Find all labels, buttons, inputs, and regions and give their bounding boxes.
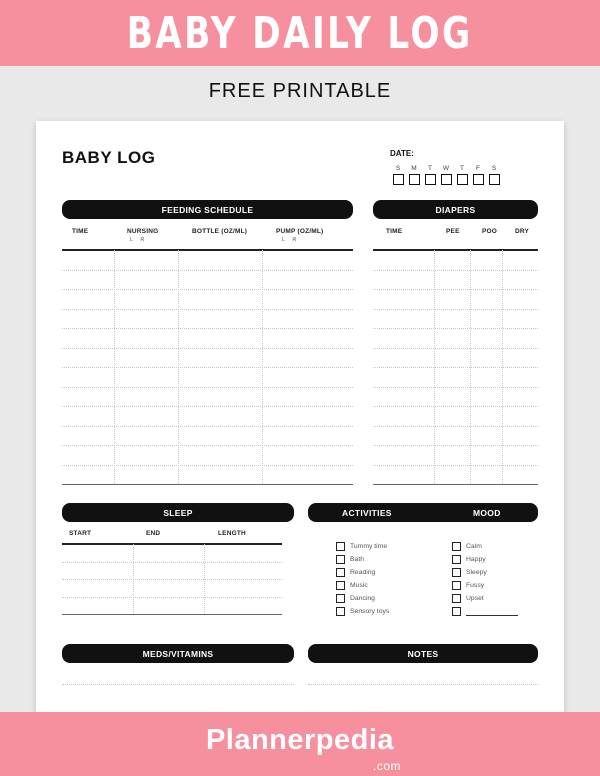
- activity-checkbox[interactable]: [336, 555, 345, 564]
- day-checkboxes: [390, 165, 502, 185]
- activity-checkbox[interactable]: [336, 568, 345, 577]
- grid-row-line: [373, 289, 538, 290]
- diapers-header-rule: [373, 249, 538, 251]
- day-item: [470, 165, 486, 185]
- grid-column-line: [470, 250, 471, 484]
- day-checkbox[interactable]: [409, 174, 420, 185]
- activity-label: Sensory toys: [350, 608, 390, 615]
- grid-row-line: [373, 465, 538, 466]
- day-checkbox[interactable]: [457, 174, 468, 185]
- sleep-header-rule: [62, 543, 282, 545]
- day-item: [454, 165, 470, 185]
- grid-row-line: [62, 348, 353, 349]
- day-letter: T: [460, 165, 464, 172]
- feeding-col-bottle: BOTTLE (OZ/ML): [192, 228, 248, 235]
- grid-row-line: [62, 579, 282, 580]
- grid-row-line: [62, 406, 353, 407]
- printable-sheet: [36, 121, 564, 721]
- grid-row-line: [62, 562, 282, 563]
- mood-label: Calm: [466, 543, 482, 550]
- day-letter: S: [491, 165, 497, 172]
- banner-subtitle: FREE PRINTABLE: [208, 80, 392, 102]
- banner-title: BABY DAILY LOG: [127, 7, 473, 59]
- mood-list: [452, 540, 518, 618]
- grid-row-line: [62, 465, 353, 466]
- day-checkbox[interactable]: [473, 174, 484, 185]
- mood-label: Happy: [466, 556, 486, 563]
- grid-row-line: [373, 445, 538, 446]
- activity-item: [336, 579, 389, 592]
- mood-checkbox[interactable]: [452, 555, 461, 564]
- grid-column-line: [204, 544, 205, 614]
- grid-row-line: [373, 348, 538, 349]
- grid-row-line: [373, 387, 538, 388]
- grid-row-line: [62, 270, 353, 271]
- sleep-col-length: LENGTH: [218, 530, 246, 537]
- day-letter: F: [476, 165, 480, 172]
- day-item: [438, 165, 454, 185]
- grid-row-line: [62, 367, 353, 368]
- day-item: [390, 165, 406, 185]
- diapers-header: DIAPERS: [373, 200, 538, 219]
- activities-header: ACTIVITIES: [342, 507, 392, 518]
- grid-row-line: [62, 309, 353, 310]
- mood-checkbox[interactable]: [452, 542, 461, 551]
- feeding-col-nursing: NURSING: [127, 228, 159, 235]
- mood-item: [452, 553, 518, 566]
- feeding-col-time: TIME: [72, 228, 89, 235]
- grid-bottom-rule: [373, 484, 538, 485]
- mood-label: Fussy: [466, 582, 485, 589]
- feeding-schedule-header: FEEDING SCHEDULE: [62, 200, 353, 219]
- activity-item: [336, 592, 389, 605]
- mood-item: [452, 592, 518, 605]
- grid-column-line: [178, 250, 179, 484]
- activity-item: [336, 566, 389, 579]
- activity-label: Dancing: [350, 595, 375, 602]
- brand-domain: .com: [373, 759, 402, 773]
- activity-checkbox[interactable]: [336, 594, 345, 603]
- pump-left-right: L R: [282, 237, 300, 243]
- mood-checkbox[interactable]: [452, 607, 461, 616]
- grid-row-line: [373, 328, 538, 329]
- notes-line: [308, 684, 538, 685]
- grid-row-line: [62, 328, 353, 329]
- activity-label: Bath: [350, 556, 364, 563]
- grid-bottom-rule: [62, 614, 282, 615]
- day-checkbox[interactable]: [393, 174, 404, 185]
- grid-row-line: [62, 289, 353, 290]
- grid-row-line: [373, 406, 538, 407]
- activities-mood-header: [308, 503, 538, 522]
- sleep-col-start: START: [69, 530, 92, 537]
- grid-column-line: [133, 544, 134, 614]
- day-checkbox[interactable]: [441, 174, 452, 185]
- mood-checkbox[interactable]: [452, 568, 461, 577]
- day-letter: S: [395, 165, 401, 172]
- activity-label: Tummy time: [350, 543, 388, 550]
- mood-write-in-line[interactable]: [466, 608, 518, 616]
- activity-checkbox[interactable]: [336, 542, 345, 551]
- mood-label: Sleepy: [466, 569, 487, 576]
- activity-checkbox[interactable]: [336, 581, 345, 590]
- brand-logo: Plannerpedia: [205, 724, 395, 756]
- day-item: [422, 165, 438, 185]
- diapers-col-poo: POO: [482, 228, 498, 235]
- feeding-header-rule: [62, 249, 353, 251]
- day-letter: M: [411, 165, 417, 172]
- day-item: [486, 165, 502, 185]
- activity-label: Music: [350, 582, 368, 589]
- grid-column-line: [502, 250, 503, 484]
- grid-column-line: [262, 250, 263, 484]
- activities-list: [336, 540, 389, 618]
- sleep-col-end: END: [146, 530, 161, 537]
- diapers-col-pee: PEE: [446, 228, 460, 235]
- feeding-col-pump: PUMP (OZ/ML): [276, 228, 324, 235]
- grid-row-line: [373, 426, 538, 427]
- grid-row-line: [373, 309, 538, 310]
- grid-row-line: [62, 445, 353, 446]
- notes-header: NOTES: [308, 644, 538, 663]
- day-checkbox[interactable]: [489, 174, 500, 185]
- sleep-header: SLEEP: [62, 503, 294, 522]
- diapers-col-dry: DRY: [515, 228, 530, 235]
- activity-item: [336, 605, 389, 618]
- grid-row-line: [62, 426, 353, 427]
- grid-column-line: [114, 250, 115, 484]
- bottom-banner: [0, 712, 600, 776]
- day-item: [406, 165, 422, 185]
- mood-header: MOOD: [473, 507, 501, 518]
- mood-item-custom: [452, 605, 518, 618]
- day-checkbox[interactable]: [425, 174, 436, 185]
- nursing-left-right: L R: [130, 237, 148, 243]
- activity-checkbox[interactable]: [336, 607, 345, 616]
- grid-row-line: [62, 387, 353, 388]
- grid-column-line: [434, 250, 435, 484]
- activity-item: [336, 553, 389, 566]
- date-label: DATE:: [390, 149, 414, 158]
- meds-line: [62, 684, 294, 685]
- mood-item: [452, 566, 518, 579]
- activity-label: Reading: [350, 569, 376, 576]
- mood-label: Upset: [466, 595, 484, 602]
- activity-item: [336, 540, 389, 553]
- top-banner: [0, 0, 600, 66]
- mood-checkbox[interactable]: [452, 581, 461, 590]
- grid-bottom-rule: [62, 484, 353, 485]
- mood-item: [452, 579, 518, 592]
- grid-row-line: [373, 367, 538, 368]
- mood-checkbox[interactable]: [452, 594, 461, 603]
- log-title: BABY LOG: [62, 148, 156, 167]
- day-letter: T: [428, 165, 432, 172]
- grid-row-line: [373, 270, 538, 271]
- grid-row-line: [62, 597, 282, 598]
- meds-vitamins-header: MEDS/VITAMINS: [62, 644, 294, 663]
- mood-item: [452, 540, 518, 553]
- diapers-col-time: TIME: [386, 228, 403, 235]
- day-letter: W: [442, 165, 450, 172]
